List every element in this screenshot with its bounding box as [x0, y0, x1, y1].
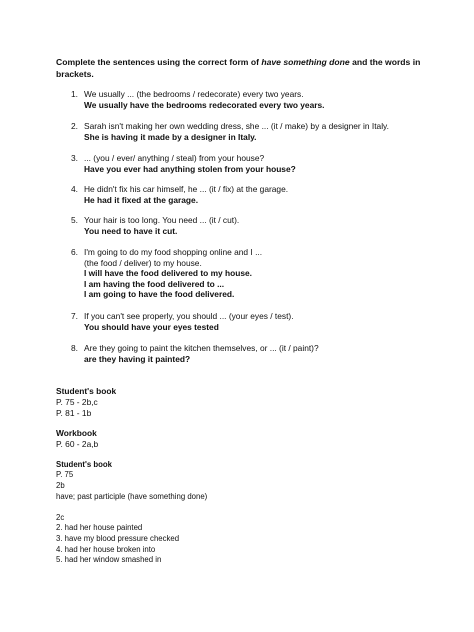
exercise-prompt: He didn't fix his car himself, he ... (it / fix) at the garage. [84, 184, 289, 194]
answer-line: 5. had her window smashed in [56, 555, 162, 564]
exercise-number: 1. [71, 89, 78, 99]
instructions-emphasis: have something done [261, 57, 350, 67]
instructions [56, 57, 426, 80]
answer-line: P. 75 [56, 470, 74, 479]
exercise-prompt: Are they going to paint the kitchen themselves, or ... (it / paint)? [84, 343, 319, 353]
exercise-number: 5. [71, 215, 78, 225]
exercise-answer: We usually have the bedrooms redecorated every two years. [84, 99, 325, 110]
exercise-answer: I will have the food delivered to my house. [84, 268, 252, 279]
workbook-page-ref: P. 60 - 2a,b [56, 439, 99, 449]
exercise-prompt: Your hair is too long. You need ... (it / cut). [84, 215, 240, 225]
answer-line: 4. had her house broken into [56, 545, 156, 554]
exercise-number: 3. [71, 153, 78, 163]
exercise-answer: I am having the food delivered to ... [84, 278, 225, 289]
exercise-number: 7. [71, 311, 78, 321]
answer-line: 2. had her house painted [56, 523, 143, 532]
exercise-number: 4. [71, 184, 78, 194]
instructions-part1: Complete the sentences using the correct form of [56, 57, 262, 67]
exercise-prompt: We usually ... (the bedrooms / redecorate) every two years. [84, 89, 304, 99]
exercise-prompt: If you can't see properly, you should ... (your eyes / test). [84, 311, 294, 321]
exercise-answer: You need to have it cut. [84, 225, 178, 236]
exercise-number: 6. [71, 247, 78, 257]
answer-line: 3. have my blood pressure checked [56, 534, 180, 543]
exercise-answer: are they having it painted? [84, 353, 191, 364]
students-book-page-ref: P. 75 - 2b,c [56, 397, 98, 407]
answer-line: 2c [56, 513, 65, 522]
instructions-part2: and the words in brackets. [56, 57, 421, 79]
exercise-prompt: (the food / deliver) to my house. [84, 257, 202, 268]
answer-line: have; past participle (have something done) [56, 492, 208, 501]
exercise-prompt: I'm going to do my food shopping online and I ... [84, 247, 263, 257]
students-book-heading: Student's book [56, 386, 117, 396]
exercise-answer: Have you ever had anything stolen from your house? [84, 163, 296, 174]
exercise-prompt: Sarah isn't making her own wedding dress, she ... (it / make) by a designer in Italy. [84, 121, 389, 131]
students-book-answers-heading: Student's book [56, 460, 112, 469]
answer-line: 2b [56, 481, 65, 490]
exercise-answer: You should have your eyes tested [84, 321, 219, 332]
exercise-answer: I am going to have the food delivered. [84, 289, 235, 300]
students-book-page-ref: P. 81 - 1b [56, 408, 92, 418]
exercise-answer: She is having it made by a designer in Italy. [84, 131, 257, 142]
exercise-number: 2. [71, 121, 78, 131]
exercise-prompt: ... (you / ever/ anything / steal) from your house? [84, 153, 265, 163]
exercise-answer: He had it fixed at the garage. [84, 194, 199, 205]
workbook-heading: Workbook [56, 428, 97, 438]
exercise-number: 8. [71, 343, 78, 353]
